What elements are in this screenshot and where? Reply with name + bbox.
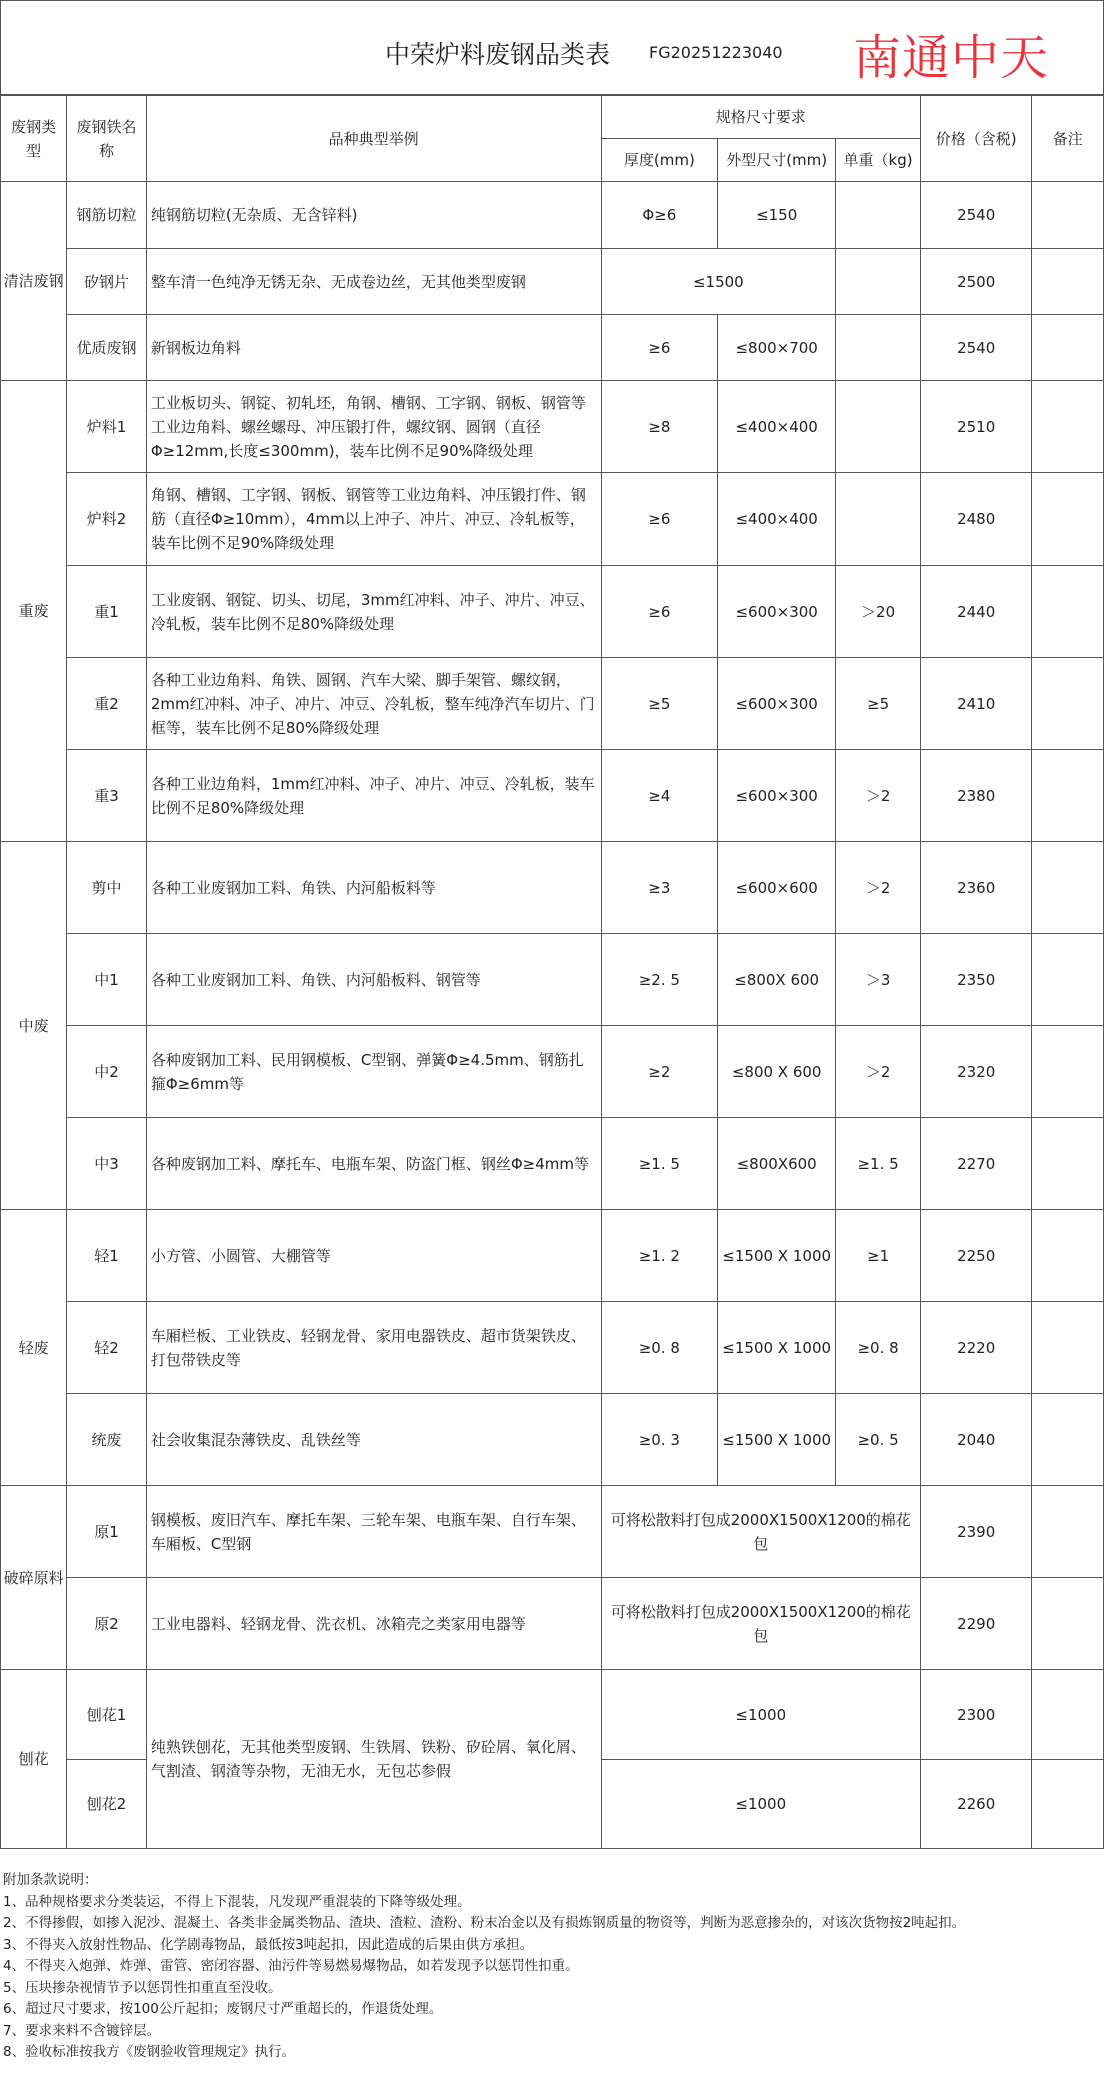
price-cell: 2360 bbox=[921, 842, 1032, 934]
title-bar bbox=[0, 0, 1104, 95]
remark-cell bbox=[1032, 934, 1104, 1026]
table-row bbox=[1, 1486, 1104, 1578]
size-cell: ≤600×300 bbox=[718, 658, 836, 750]
size-cell: ≤800 X 600 bbox=[718, 1026, 836, 1118]
note-item: 7、要求来料不含镀锌层。 bbox=[3, 2022, 161, 2039]
col-header-unit-weight: 单重（kg) bbox=[836, 139, 921, 182]
size-cell: ≤1500 X 1000 bbox=[718, 1302, 836, 1394]
table-row bbox=[1, 1118, 1104, 1210]
typical-cell: 纯熟铁刨花，无其他类型废钢、生铁屑、铁粉、矽砼屑、氧化屑、气割渣、钢渣等杂物，无油无水，无包芯参假 bbox=[146, 1670, 601, 1849]
remark-cell bbox=[1032, 750, 1104, 842]
remark-cell bbox=[1032, 182, 1104, 249]
remark-cell bbox=[1032, 1302, 1104, 1394]
size-cell: ≤600×600 bbox=[718, 842, 836, 934]
price-cell: 2380 bbox=[921, 750, 1032, 842]
table-row bbox=[1, 381, 1104, 473]
price-cell: 2290 bbox=[921, 1578, 1032, 1670]
remark-cell bbox=[1032, 1026, 1104, 1118]
thickness-cell: Φ≥6 bbox=[601, 182, 718, 249]
name-cell: 原2 bbox=[67, 1578, 147, 1670]
thickness-cell: ≥2 bbox=[601, 1026, 718, 1118]
typical-cell: 工业电器料、轻钢龙骨、洗衣机、冰箱壳之类家用电器等 bbox=[146, 1578, 601, 1670]
table-row bbox=[1, 1302, 1104, 1394]
remark-cell bbox=[1032, 249, 1104, 315]
price-cell: 2350 bbox=[921, 934, 1032, 1026]
weight-cell: ＞3 bbox=[836, 934, 921, 1026]
weight-cell: ≥0. 5 bbox=[836, 1394, 921, 1486]
name-cell: 炉料1 bbox=[67, 381, 147, 473]
typical-cell: 各种废钢加工料、民用钢模板、C型钢、弹簧Φ≥4.5mm、钢筋扎箍Φ≥6mm等 bbox=[146, 1026, 601, 1118]
notes-heading: 附加条款说明： bbox=[3, 1872, 98, 1888]
weight-cell: ＞2 bbox=[836, 842, 921, 934]
category-cell: 刨花 bbox=[1, 1670, 67, 1849]
name-cell: 钢筋切粒 bbox=[67, 182, 147, 249]
remark-cell bbox=[1032, 1118, 1104, 1210]
note-item: 1、品种规格要求分类装运，不得上下混装，凡发现严重混装的下降等级处理。 bbox=[3, 1893, 471, 1910]
weight-cell bbox=[836, 473, 921, 566]
size-cell: ≤600×300 bbox=[718, 566, 836, 658]
price-cell: 2040 bbox=[921, 1394, 1032, 1486]
typical-cell: 工业板切头、钢锭、初轧坯，角钢、槽钢、工字钢、钢板、钢管等工业边角料、螺丝螺母、冲压锻打件，螺纹钢、圆钢（直径Φ≥12mm,长度≤300mm)，装车比例不足90%降级处理 bbox=[146, 381, 601, 473]
size-cell: ≤800×700 bbox=[718, 315, 836, 381]
name-cell: 中1 bbox=[67, 934, 147, 1026]
name-cell: 刨花1 bbox=[67, 1670, 147, 1760]
size-cell: ≤800X 600 bbox=[718, 934, 836, 1026]
name-cell: 剪中 bbox=[67, 842, 147, 934]
price-cell: 2260 bbox=[921, 1760, 1032, 1849]
table-row bbox=[1, 1670, 1104, 1760]
price-cell: 2500 bbox=[921, 249, 1032, 315]
table-row bbox=[1, 315, 1104, 381]
spec-cell: ≤1000 bbox=[601, 1670, 921, 1760]
col-header-price: 价格（含税) bbox=[921, 96, 1032, 182]
weight-cell: ≥1. 5 bbox=[836, 1118, 921, 1210]
spec-cell: ≤1000 bbox=[601, 1760, 921, 1849]
weight-cell bbox=[836, 249, 921, 315]
col-header-spec-group: 规格尺寸要求 bbox=[601, 96, 921, 139]
typical-cell: 角钢、槽钢、工字钢、钢板、钢管等工业边角料、冲压锻打件、钢筋（直径Φ≥10mm），4mm以上冲子、冲片、冲豆、冷轧板等，装车比例不足90%降级处理 bbox=[146, 473, 601, 566]
typical-cell: 各种工业边角料，1mm红冲料、冲子、冲片、冲豆、冷轧板，装车比例不足80%降级处理 bbox=[146, 750, 601, 842]
note-item: 4、不得夹入炮弹、炸弹、雷管、密闭容器、油污件等易燃易爆物品，如若发现予以惩罚性扣重。 bbox=[3, 1958, 579, 1974]
remark-cell bbox=[1032, 1486, 1104, 1578]
table-row bbox=[1, 1210, 1104, 1302]
weight-cell: ≥5 bbox=[836, 658, 921, 750]
thickness-cell: ≥6 bbox=[601, 315, 718, 381]
table-row bbox=[1, 934, 1104, 1026]
category-cell: 中废 bbox=[1, 842, 67, 1210]
table-row bbox=[1, 658, 1104, 750]
thickness-cell: ≥4 bbox=[601, 750, 718, 842]
scrap-category-table bbox=[0, 95, 1104, 1849]
remark-cell bbox=[1032, 842, 1104, 934]
typical-cell: 各种工业废钢加工料、角铁、内河船板料等 bbox=[146, 842, 601, 934]
size-cell: ≤400×400 bbox=[718, 381, 836, 473]
typical-cell: 钢模板、废旧汽车、摩托车架、三轮车架、电瓶车架、自行车架、车厢板、C型钢 bbox=[146, 1486, 601, 1578]
price-cell: 2440 bbox=[921, 566, 1032, 658]
remark-cell bbox=[1032, 1210, 1104, 1302]
size-cell: ≤600×300 bbox=[718, 750, 836, 842]
name-cell: 轻1 bbox=[67, 1210, 147, 1302]
table-row bbox=[1, 1578, 1104, 1670]
spec-cell: 可将松散料打包成2000X1500X1200的棉花包 bbox=[601, 1578, 921, 1670]
table-row bbox=[1, 842, 1104, 934]
table-row bbox=[1, 1026, 1104, 1118]
col-header-typical: 品种典型举例 bbox=[146, 96, 601, 182]
typical-cell: 纯钢筋切粒(无杂质、无含锌料) bbox=[146, 182, 601, 249]
thickness-cell: ≥6 bbox=[601, 566, 718, 658]
category-cell: 破碎原料 bbox=[1, 1486, 67, 1670]
typical-cell: 车厢栏板、工业铁皮、轻钢龙骨、家用电器铁皮、超市货架铁皮、打包带铁皮等 bbox=[146, 1302, 601, 1394]
table-row bbox=[1, 473, 1104, 566]
price-cell: 2540 bbox=[921, 182, 1032, 249]
remark-cell bbox=[1032, 473, 1104, 566]
price-cell: 2390 bbox=[921, 1486, 1032, 1578]
col-header-name: 废钢铁名称 bbox=[67, 96, 147, 182]
typical-cell: 社会收集混杂薄铁皮、乱铁丝等 bbox=[146, 1394, 601, 1486]
weight-cell: ≥1 bbox=[836, 1210, 921, 1302]
typical-cell: 新钢板边角料 bbox=[146, 315, 601, 381]
remark-cell bbox=[1032, 1670, 1104, 1760]
note-item: 6、超过尺寸要求，按100公斤起扣；废钢尺寸严重超长的，作退货处理。 bbox=[3, 2001, 443, 2017]
note-item: 2、不得掺假，如掺入泥沙、混凝土、各类非金属类物品、渣块、渣粒、渣粉、粉末冶金以及有损炼钢质量的物资等，判断为恶意掺杂的，对该次货物按2吨起扣。 bbox=[3, 1915, 966, 1931]
document-code: FG20251223040 bbox=[649, 43, 783, 62]
col-header-category: 废钢类型 bbox=[1, 96, 67, 182]
header-row-1 bbox=[1, 96, 1104, 139]
name-cell: 炉料2 bbox=[67, 473, 147, 566]
thickness-cell: ≥1. 5 bbox=[601, 1118, 718, 1210]
typical-cell: 整车清一色纯净无锈无杂、无成卷边丝，无其他类型废钢 bbox=[146, 249, 601, 315]
table-row bbox=[1, 750, 1104, 842]
table-row bbox=[1, 249, 1104, 315]
price-cell: 2300 bbox=[921, 1670, 1032, 1760]
size-cell: ≤1500 X 1000 bbox=[718, 1210, 836, 1302]
remark-cell bbox=[1032, 1760, 1104, 1849]
category-cell: 轻废 bbox=[1, 1210, 67, 1486]
name-cell: 刨花2 bbox=[67, 1760, 147, 1849]
price-cell: 2270 bbox=[921, 1118, 1032, 1210]
thickness-cell: ≥0. 8 bbox=[601, 1302, 718, 1394]
name-cell: 矽钢片 bbox=[67, 249, 147, 315]
thickness-cell: ≥3 bbox=[601, 842, 718, 934]
note-item: 3、不得夹入放射性物品、化学剧毒物品，最低按3吨起扣，因此造成的后果由供方承担。 bbox=[3, 1936, 534, 1953]
weight-cell: ≥0. 8 bbox=[836, 1302, 921, 1394]
price-cell: 2480 bbox=[921, 473, 1032, 566]
name-cell: 中3 bbox=[67, 1118, 147, 1210]
name-cell: 原1 bbox=[67, 1486, 147, 1578]
typical-cell: 各种工业废钢加工料、角铁、内河船板料、钢管等 bbox=[146, 934, 601, 1026]
typical-cell: 工业废钢、钢锭、切头、切尾，3mm红冲料、冲子、冲片、冲豆、冷轧板，装车比例不足80%降级处理 bbox=[146, 566, 601, 658]
name-cell: 重2 bbox=[67, 658, 147, 750]
company-stamp: 南通中天 bbox=[853, 30, 1050, 86]
terms-notes bbox=[3, 1870, 965, 2064]
remark-cell bbox=[1032, 1578, 1104, 1670]
col-header-size: 外型尺寸(mm) bbox=[718, 139, 836, 182]
note-item: 5、压块掺杂视情节予以惩罚性扣重直至没收。 bbox=[3, 1979, 282, 1996]
remark-cell bbox=[1032, 381, 1104, 473]
col-header-remark: 备注 bbox=[1032, 96, 1104, 182]
thickness-cell: ≥8 bbox=[601, 381, 718, 473]
weight-cell: ＞2 bbox=[836, 1026, 921, 1118]
name-cell: 优质废钢 bbox=[67, 315, 147, 381]
weight-cell bbox=[836, 182, 921, 249]
category-cell: 重废 bbox=[1, 381, 67, 842]
name-cell: 重3 bbox=[67, 750, 147, 842]
size-cell: ≤1500 bbox=[601, 249, 836, 315]
weight-cell: ＞2 bbox=[836, 750, 921, 842]
price-cell: 2250 bbox=[921, 1210, 1032, 1302]
col-header-thickness: 厚度(mm) bbox=[601, 139, 718, 182]
size-cell: ≤1500 X 1000 bbox=[718, 1394, 836, 1486]
typical-cell: 各种工业边角料、角铁、圆钢、汽车大梁、脚手架管、螺纹钢，2mm红冲料、冲子、冲片、冲豆、冷轧板，整车纯净汽车切片、门框等，装车比例不足80%降级处理 bbox=[146, 658, 601, 750]
remark-cell bbox=[1032, 1394, 1104, 1486]
size-cell: ≤800X600 bbox=[718, 1118, 836, 1210]
name-cell: 轻2 bbox=[67, 1302, 147, 1394]
spec-cell: 可将松散料打包成2000X1500X1200的棉花包 bbox=[601, 1486, 921, 1578]
weight-cell: ＞20 bbox=[836, 566, 921, 658]
size-cell: ≤150 bbox=[718, 182, 836, 249]
price-cell: 2410 bbox=[921, 658, 1032, 750]
typical-cell: 小方管、小圆管、大棚管等 bbox=[146, 1210, 601, 1302]
thickness-cell: ≥1. 2 bbox=[601, 1210, 718, 1302]
price-cell: 2320 bbox=[921, 1026, 1032, 1118]
typical-cell: 各种废钢加工料、摩托车、电瓶车架、防盗门框、钢丝Φ≥4mm等 bbox=[146, 1118, 601, 1210]
thickness-cell: ≥2. 5 bbox=[601, 934, 718, 1026]
remark-cell bbox=[1032, 315, 1104, 381]
name-cell: 中2 bbox=[67, 1026, 147, 1118]
weight-cell bbox=[836, 381, 921, 473]
price-cell: 2220 bbox=[921, 1302, 1032, 1394]
table-row bbox=[1, 1394, 1104, 1486]
name-cell: 重1 bbox=[67, 566, 147, 658]
note-item: 8、验收标准按我方《废钢验收管理规定》执行。 bbox=[3, 2044, 296, 2060]
price-cell: 2510 bbox=[921, 381, 1032, 473]
size-cell: ≤400×400 bbox=[718, 473, 836, 566]
remark-cell bbox=[1032, 566, 1104, 658]
weight-cell bbox=[836, 315, 921, 381]
name-cell: 统废 bbox=[67, 1394, 147, 1486]
table-row bbox=[1, 566, 1104, 658]
remark-cell bbox=[1032, 658, 1104, 750]
page-title: 中荣炉料废钢品类表 bbox=[385, 40, 611, 69]
thickness-cell: ≥6 bbox=[601, 473, 718, 566]
category-cell: 清洁废钢 bbox=[1, 182, 67, 381]
table-row bbox=[1, 182, 1104, 249]
thickness-cell: ≥5 bbox=[601, 658, 718, 750]
thickness-cell: ≥0. 3 bbox=[601, 1394, 718, 1486]
price-cell: 2540 bbox=[921, 315, 1032, 381]
